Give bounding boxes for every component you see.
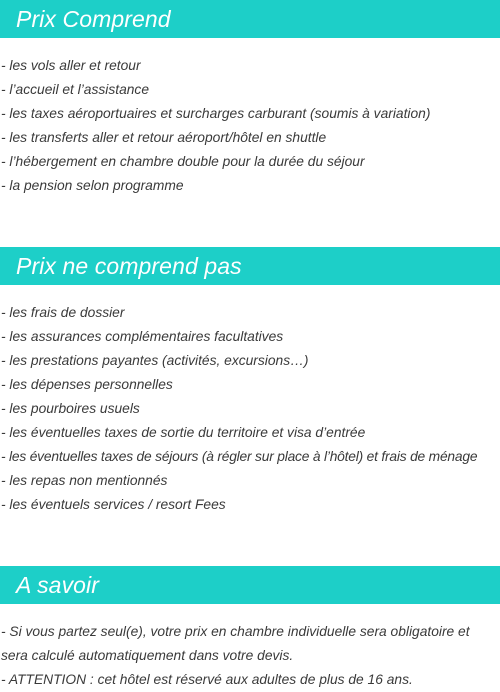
list-item: - les transferts aller et retour aéroport/hôtel en shuttle [1, 130, 327, 145]
list-item: - les taxes aéroportuaires et surcharges carburant (soumis à variation) [1, 106, 431, 121]
section-good-to-know [0, 566, 500, 692]
included-list [0, 54, 500, 198]
list-item: - l’accueil et l’assistance [1, 82, 149, 97]
list-item: - les éventuelles taxes de sortie du territoire et visa d’entrée [1, 425, 366, 440]
list-item: - les éventuelles taxes de séjours (à régler sur place à l’hôtel) et frais de ménage [1, 449, 478, 464]
list-item: - les frais de dossier [1, 305, 125, 320]
list-item: - les éventuels services / resort Fees [1, 497, 226, 512]
list-item: - la pension selon programme [1, 178, 184, 193]
section-included [0, 0, 500, 198]
section-title-not-included: Prix ne comprend pas [0, 247, 500, 285]
not-included-list [0, 301, 500, 517]
list-item: - les assurances complémentaires facultatives [1, 329, 284, 344]
list-item: - les vols aller et retour [1, 58, 141, 73]
section-title-included: Prix Comprend [0, 0, 500, 38]
list-item: - les pourboires usuels [1, 401, 140, 416]
paragraph: - Si vous partez seul(e), votre prix en chambre individuelle sera obligatoire et sera calculé automatiquement dans votre devis. [1, 624, 470, 663]
list-item: - les repas non mentionnés [1, 473, 168, 488]
paragraph: - ATTENTION : cet hôtel est réservé aux adultes de plus de 16 ans. [1, 672, 413, 687]
section-not-included [0, 247, 500, 517]
list-item: - l’hébergement en chambre double pour la durée du séjour [1, 154, 365, 169]
good-to-know-text [0, 620, 490, 692]
list-item: - les prestations payantes (activités, excursions…) [1, 353, 309, 368]
section-title-good-to-know: A savoir [0, 566, 500, 604]
list-item: - les dépenses personnelles [1, 377, 173, 392]
